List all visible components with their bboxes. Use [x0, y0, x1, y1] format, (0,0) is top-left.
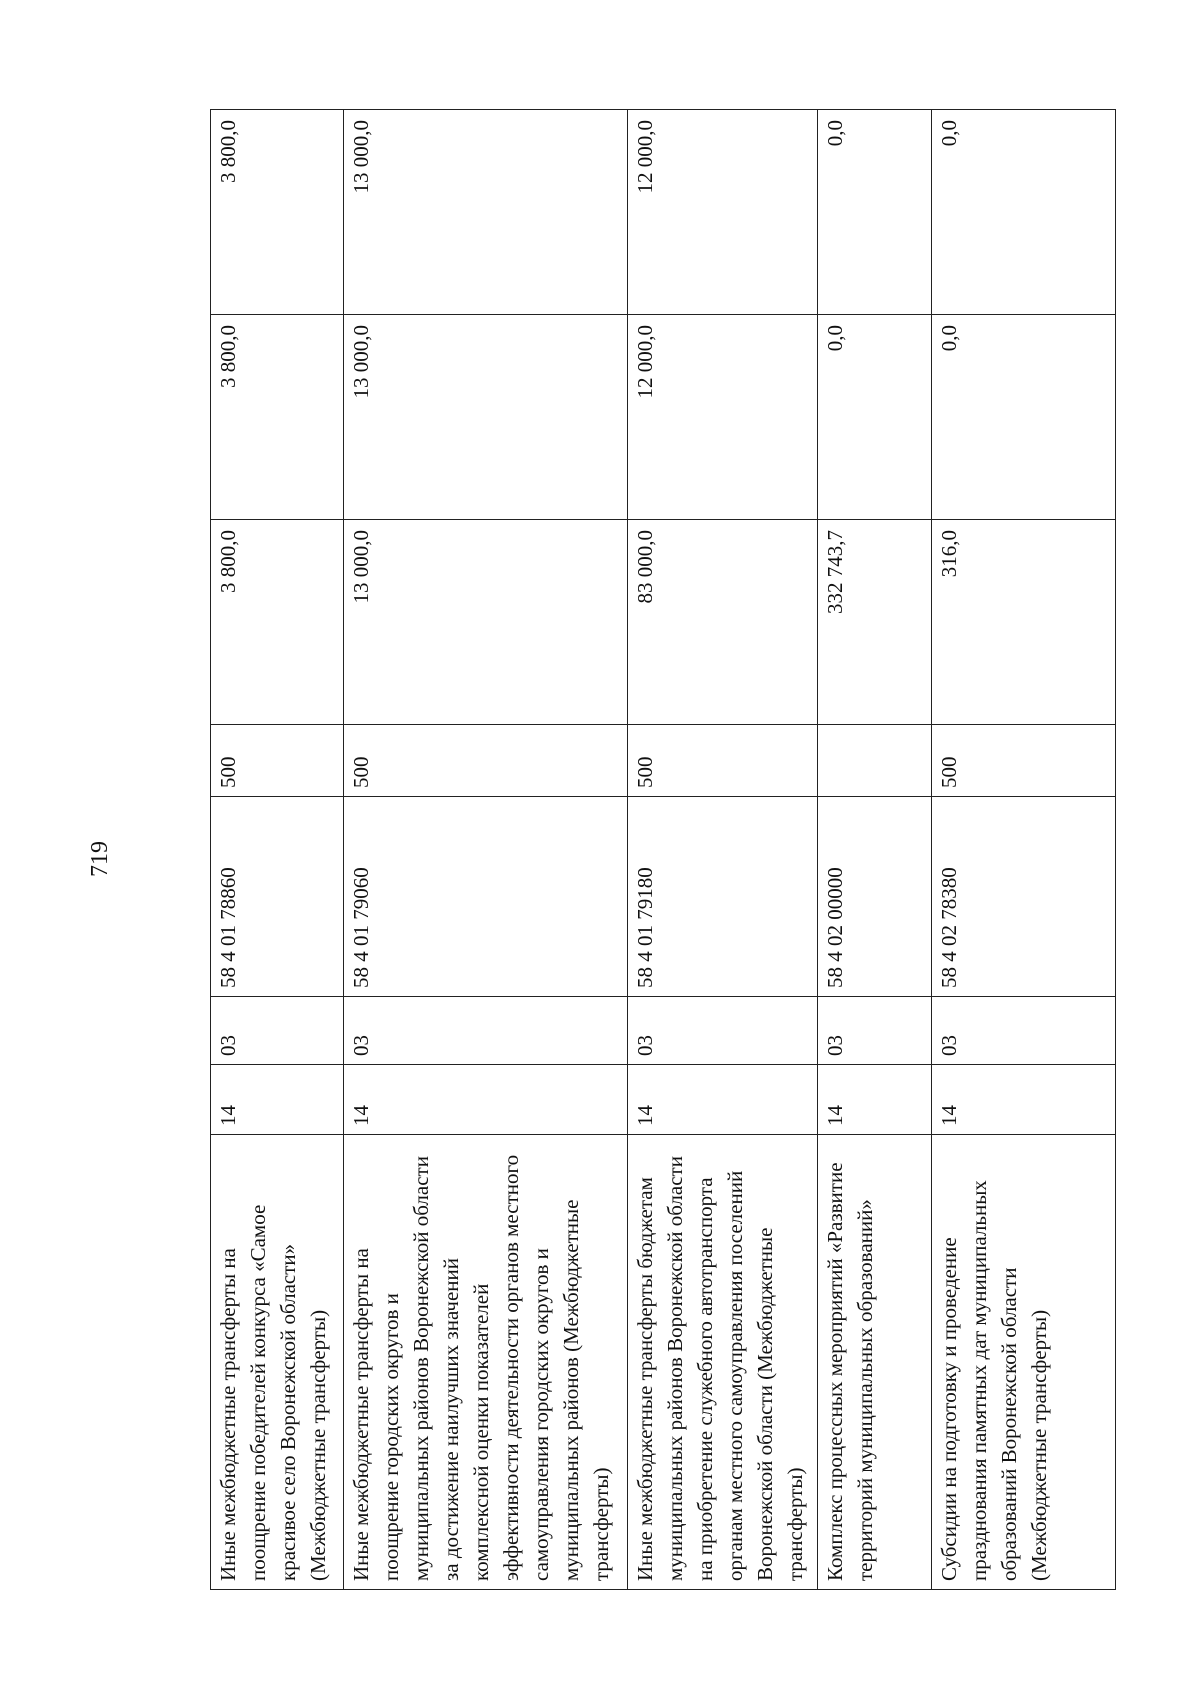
row-name-cell: Иные межбюджетные трансферты на поощрение победителей конкурса «Самое красивое село Воронежской области» (Межбюджетные трансферты) [211, 1135, 344, 1590]
amount-year-1-cell: 83 000,0 [628, 520, 818, 725]
amount-year-3-cell: 3 800,0 [211, 110, 344, 315]
amount-year-3-cell: 12 000,0 [628, 110, 818, 315]
row-name-cell: Субсидии на подготовку и проведение празднования памятных дат муниципальных образований Воронежской области (Межбюджетные трансферты) [932, 1135, 1116, 1590]
table-row [818, 110, 932, 1590]
row-name-cell: Иные межбюджетные трансферты бюджетам муниципальных районов Воронежской области на приобретение служебного автотранспорта органам местного самоуправления поселений Воронежской области (Межбюджетные трансферты) [628, 1135, 818, 1590]
expense-type-code-cell: 500 [211, 725, 344, 797]
table-row [211, 110, 344, 1590]
section-code-cell: 14 [628, 1065, 818, 1135]
table-row [932, 110, 1116, 1590]
section-code-cell: 14 [818, 1065, 932, 1135]
amount-year-3-cell: 0,0 [932, 110, 1116, 315]
target-article-code-cell: 58 4 01 78860 [211, 797, 344, 997]
row-name-cell: Иные межбюджетные трансферты на поощрение городских округов и муниципальных районов Воронежской области за достижение наилучших значений комплексной оценки показателей эффективности деятельности органов местного самоуправления городских округов и муниципальных районов (Межбюджетные трансферты) [344, 1135, 628, 1590]
amount-year-1-cell: 13 000,0 [344, 520, 628, 725]
section-code-cell: 14 [211, 1065, 344, 1135]
target-article-code-cell: 58 4 01 79060 [344, 797, 628, 997]
expense-type-code-cell: 500 [344, 725, 628, 797]
table-row [344, 110, 628, 1590]
budget-table [210, 109, 1116, 1590]
row-name-cell: Комплекс процессных мероприятий «Развитие территорий муниципальных образований» [818, 1135, 932, 1590]
subsection-code-cell: 03 [932, 997, 1116, 1065]
amount-year-2-cell: 3 800,0 [211, 315, 344, 520]
amount-year-2-cell: 0,0 [932, 315, 1116, 520]
subsection-code-cell: 03 [344, 997, 628, 1065]
amount-year-1-cell: 3 800,0 [211, 520, 344, 725]
subsection-code-cell: 03 [211, 997, 344, 1065]
page-number: 719 [87, 841, 113, 877]
expense-type-code-cell: 500 [932, 725, 1116, 797]
amount-year-2-cell: 12 000,0 [628, 315, 818, 520]
expense-type-code-cell: 500 [628, 725, 818, 797]
amount-year-1-cell: 332 743,7 [818, 520, 932, 725]
section-code-cell: 14 [344, 1065, 628, 1135]
amount-year-1-cell: 316,0 [932, 520, 1116, 725]
target-article-code-cell: 58 4 02 00000 [818, 797, 932, 997]
section-code-cell: 14 [932, 1065, 1116, 1135]
target-article-code-cell: 58 4 02 78380 [932, 797, 1116, 997]
amount-year-2-cell: 13 000,0 [344, 315, 628, 520]
target-article-code-cell: 58 4 01 79180 [628, 797, 818, 997]
amount-year-2-cell: 0,0 [818, 315, 932, 520]
subsection-code-cell: 03 [818, 997, 932, 1065]
amount-year-3-cell: 0,0 [818, 110, 932, 315]
expense-type-code-cell [818, 725, 932, 797]
amount-year-3-cell: 13 000,0 [344, 110, 628, 315]
subsection-code-cell: 03 [628, 997, 818, 1065]
table-row [628, 110, 818, 1590]
rotated-table-container [210, 110, 1090, 1590]
